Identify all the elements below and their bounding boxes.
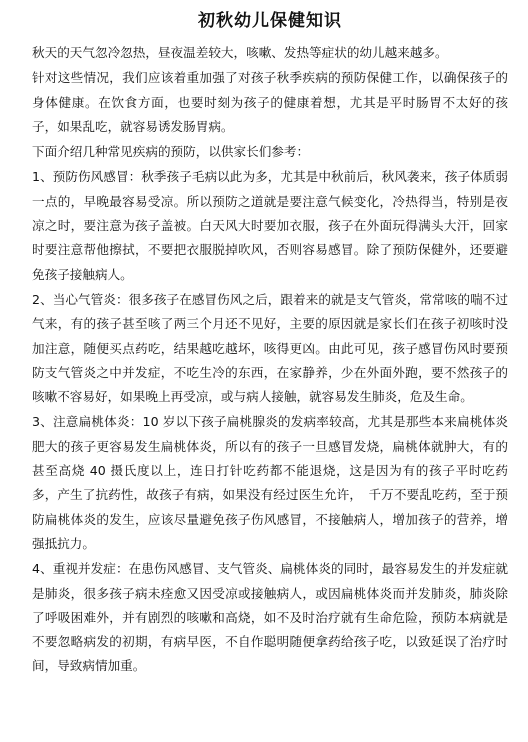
document-title: 初秋幼儿保健知识: [198, 11, 342, 31]
paragraph-intro: 秋天的天气忽冷忽热，昼夜温差较大，咳嗽、发热等症状的幼儿越来越多。: [32, 45, 448, 60]
paragraph-item-1: 1、预防伤风感冒：秋季孩子毛病以此为多，尤其是中秋前后，秋风袭来，孩子体质弱一点的，早晚最容易受凉。所以预防之道就是要注意气候变化，冷热得当，特别是夜凉之时，要注意为孩子盖被。白天风大时要加衣服，孩子在外面玩得满头大汗，回家时要注意帮他擦拭，不要把衣服脱掉吹风，否则容易感冒。除了预防保健外，还要避免孩子接触病人。: [32, 169, 508, 282]
paragraph-lead-in: 下面介绍几种常见疾病的预防，以供家长们参考：: [32, 144, 310, 160]
paragraph-item-2: 2、当心气管炎：很多孩子在感冒伤风之后，跟着来的就是支气管炎，常常咳的喘不过气来，有的孩子甚至咳了两三个月还不见好，主要的原因就是家长们在孩子初咳时没加注意，随便买点药吃，结果越吃越坏，咳得更凶。由此可见，孩子感冒伤风时要预防支气管炎之中并发症，不吃生冷的东西，在家静养，少在外面外跑，要不然孩子的咳嗽不容易好，如果晚上再受凉，或与病人接触，就容易发生肺炎，危及生命。: [32, 291, 508, 405]
paragraph-context: 针对这些情况，我们应该着重加强了对孩子秋季疾病的预防保健工作，以确保孩子的身体健康。在饮食方面，也要时刻为孩子的健康着想，尤其是平时肠胃不太好的孩子，如果乱吃，就容易诱发肠胃病。: [32, 70, 508, 134]
paragraph-item-3: 3、注意扁桃体炎：10 岁以下孩子扁桃腺炎的发病率较高，尤其是那些本来扁桃体炎肥大的孩子更容易发生扁桃体炎，所以有的孩子一旦感冒发烧，扁桃体就肿大，有的甚至高烧 40 摄氏度以上，连日打针吃药都不能退烧，这是因为有的孩子平时吃药多，产生了抗药性，故孩子有病，如果没有经过医生允许， 千万不要乱吃药，至于预防扁桃体炎的发生，应该尽量避免孩子伤风感冒，不接触病人，增加孩子的营养，增强抵抗力。: [32, 414, 508, 551]
paragraph-item-4: 4、重视并发症：在患伤风感冒、支气管炎、扁桃体炎的同时，最容易发生的并发症就是肺炎，很多孩子病未痊愈又因受凉或接触病人，或因扁桃体炎而并发肺炎，肺炎除了呼吸困难外，并有剧烈的咳嗽和高烧，如不及时治疗就有生命危险，预防本病就是不要忽略病发的初期，有病早医，不自作聪明随便拿药给孩子吃，以致延误了治疗时间，导致病情加重。: [32, 561, 508, 674]
